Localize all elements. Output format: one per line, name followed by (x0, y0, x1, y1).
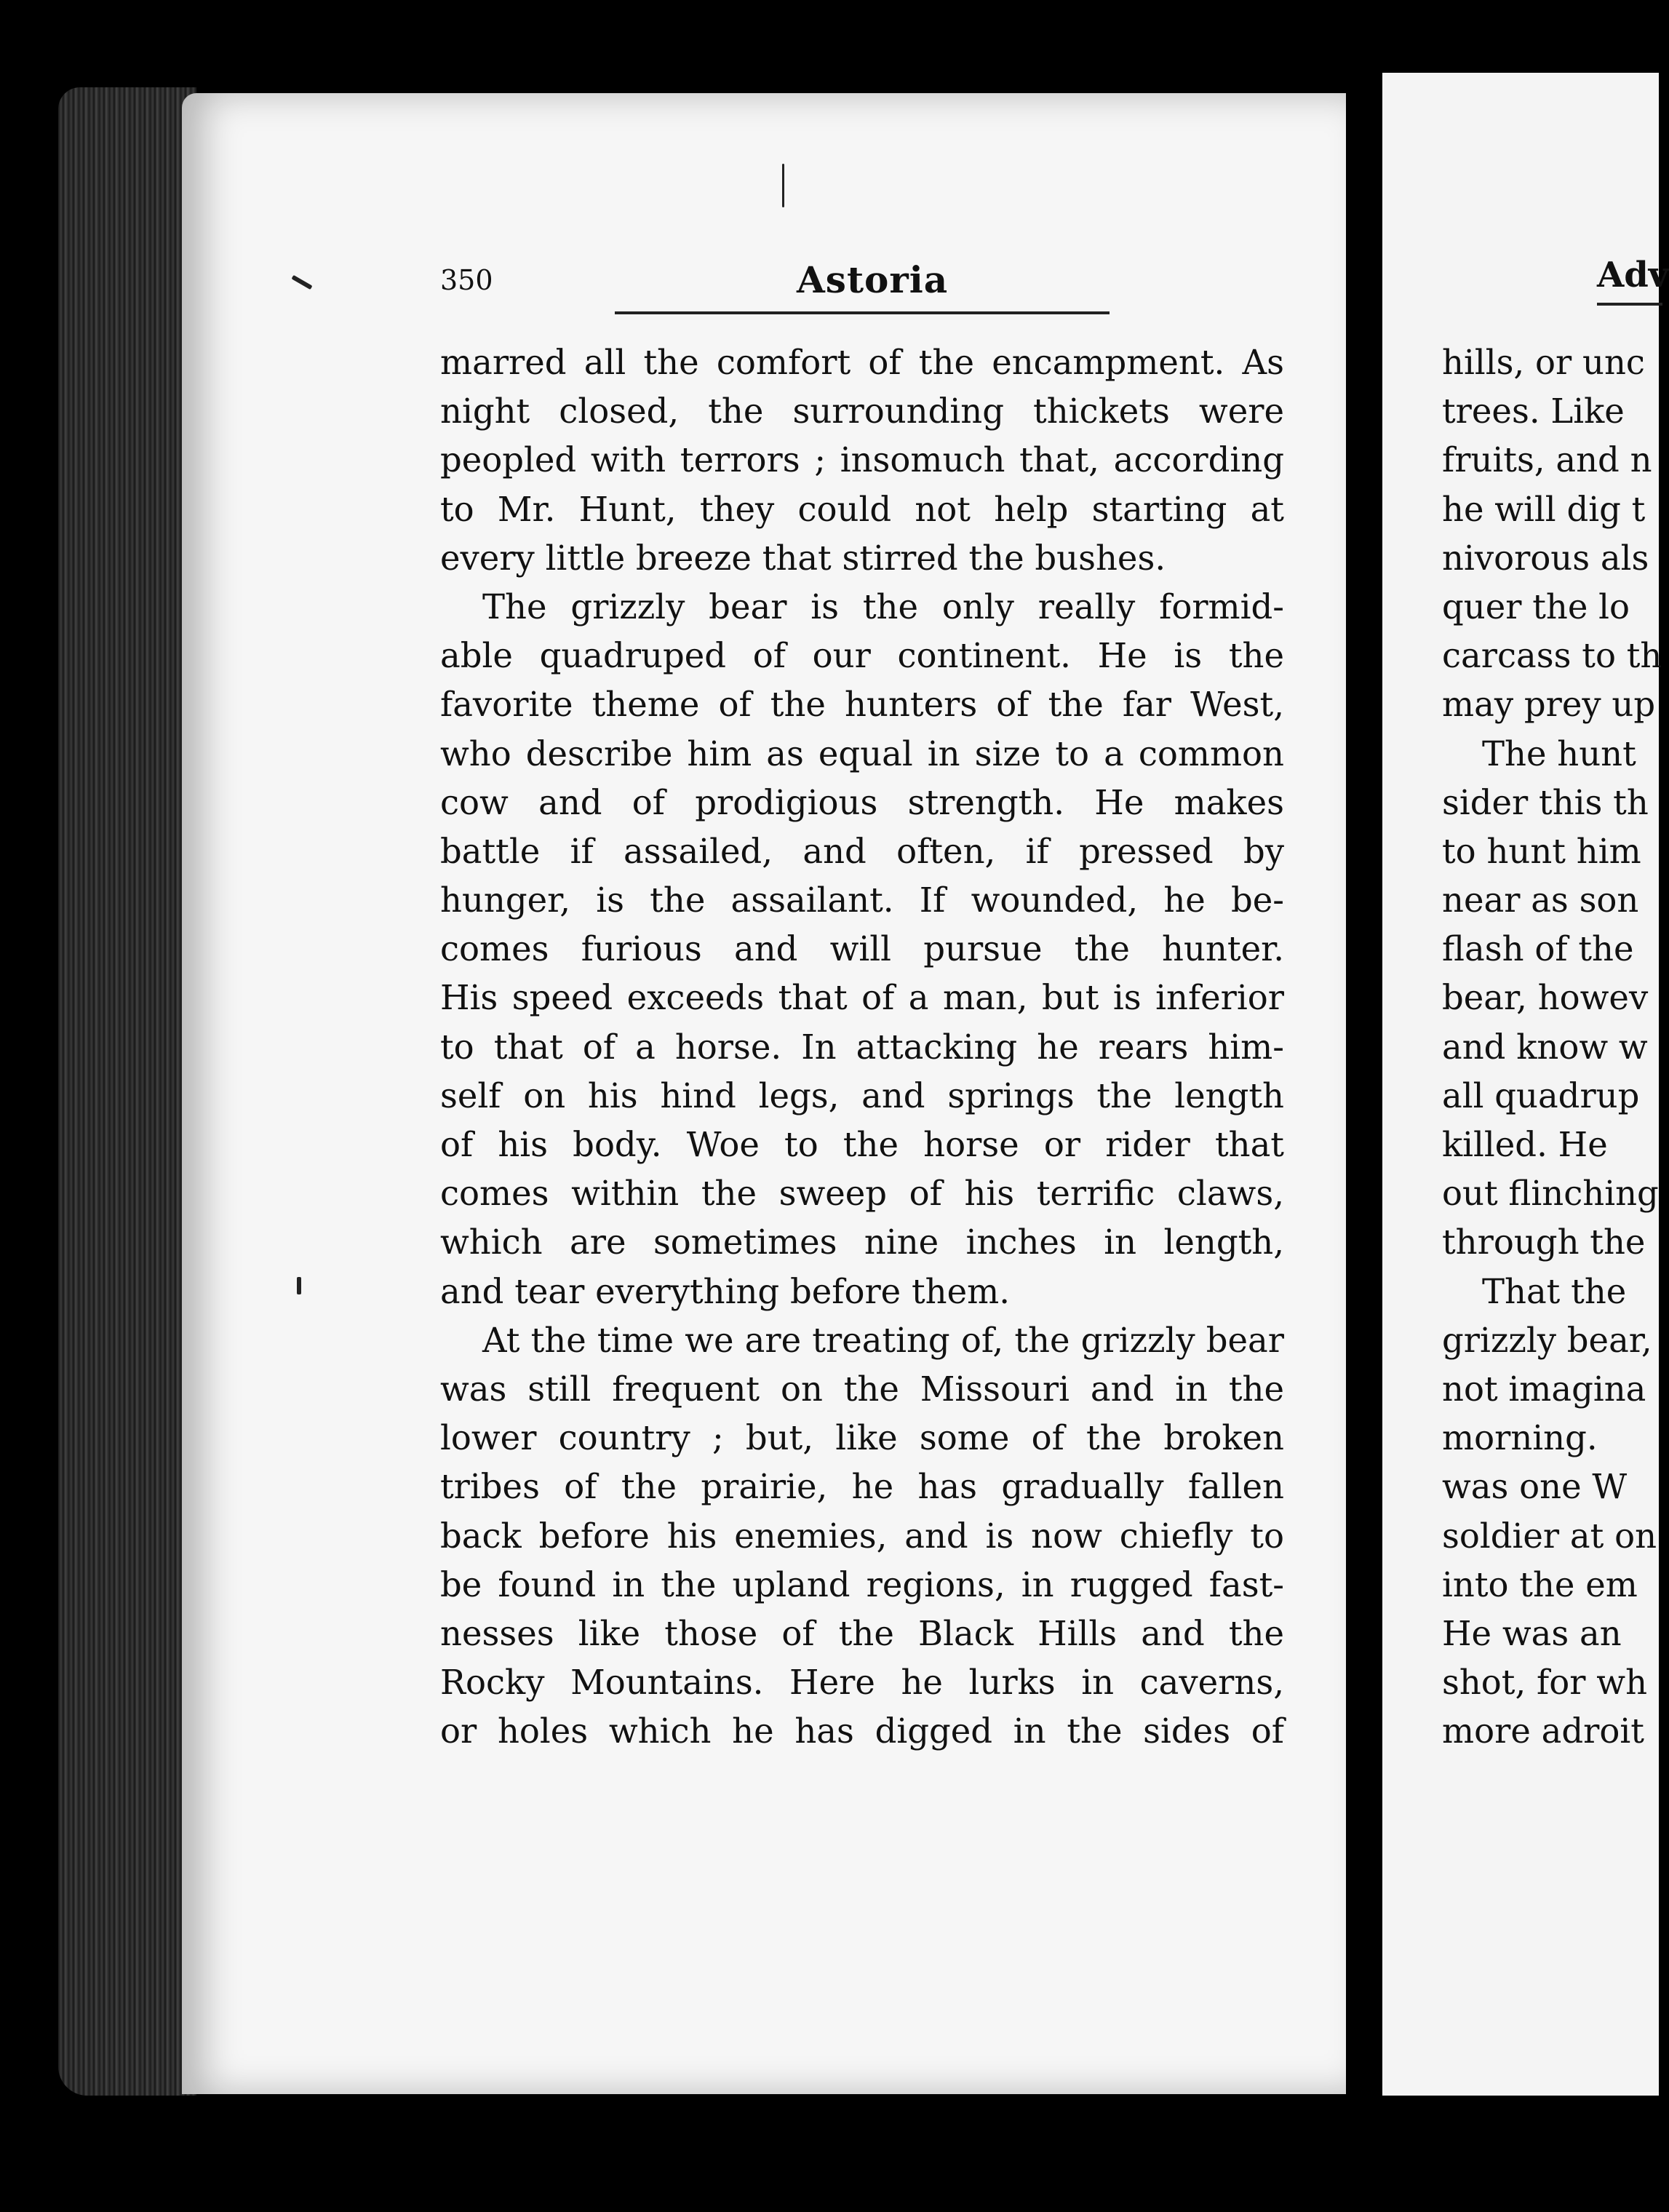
text-line: into the em (1442, 1564, 1638, 1604)
text-line: lower country ; but, like some of the broken (440, 1418, 1284, 1458)
text-line: bear, howev (1442, 978, 1649, 1018)
text-line: The grizzly bear is the only really formid- (482, 586, 1284, 626)
text-line: favorite theme of the hunters of the far West, (440, 685, 1284, 725)
text-line: That the (1482, 1271, 1627, 1311)
text-line: cow and of prodigious strength. He makes (440, 782, 1284, 822)
text-line: fruits, and n (1442, 440, 1652, 480)
right-page-text (1442, 338, 1662, 1756)
text-line: back before his enemies, and is now chiefly to (440, 1516, 1284, 1556)
text-line: night closed, the surrounding thickets were (440, 391, 1284, 431)
paragraph (440, 583, 1284, 1316)
paragraph (440, 1316, 1284, 1757)
header-rule (615, 311, 1110, 314)
text-line: flash of the (1442, 929, 1634, 969)
text-line: to hunt him (1442, 831, 1641, 871)
text-line: through the (1442, 1222, 1646, 1262)
text-line: was one W (1442, 1467, 1628, 1507)
text-line: soldier at on (1442, 1516, 1657, 1556)
text-line: nesses like those of the Black Hills and the (440, 1613, 1284, 1653)
text-line: tribes of the prairie, he has gradually fallen (440, 1467, 1284, 1507)
text-line: which are sometimes nine inches in length, (440, 1222, 1284, 1262)
text-line: His speed exceeds that of a man, but is inferior (440, 978, 1284, 1018)
text-line: sider this th (1442, 782, 1649, 822)
text-line: to Mr. Hunt, they could not help starting at (440, 489, 1284, 529)
text-line: carcass to th (1442, 636, 1662, 676)
text-line: comes furious and will pursue the hunter. (440, 929, 1284, 969)
text-line: more adroit (1442, 1711, 1644, 1751)
text-line: killed. He (1442, 1125, 1608, 1164)
text-line: morning. (1442, 1418, 1598, 1458)
text-line: of his body. Woe to the horse or rider that (440, 1125, 1284, 1164)
text-line: out flinching (1442, 1174, 1659, 1214)
text-line: who describe him as equal in size to a common (440, 733, 1284, 773)
scan-speck (297, 1277, 301, 1294)
text-line: able quadruped of our continent. He is the (440, 636, 1284, 676)
text-line: self on his hind legs, and springs the length (440, 1075, 1284, 1115)
text-line: Rocky Mountains. Here he lurks in caverns, (440, 1663, 1284, 1703)
text-line: hills, or unc (1442, 343, 1645, 382)
left-running-head (440, 258, 1117, 309)
text-line: he will dig t (1442, 489, 1646, 529)
page-number: 350 (440, 264, 493, 296)
text-line: quer the lo (1442, 586, 1630, 626)
text-line: marred all the comfort of the encampment. As (440, 343, 1284, 382)
text-line: He was an (1442, 1613, 1622, 1653)
text-line: to that of a horse. In attacking he rears him- (440, 1027, 1284, 1067)
text-line: be found in the upland regions, in rugged fast- (440, 1564, 1284, 1604)
text-line: The hunt (1482, 733, 1636, 773)
text-line: At the time we are treating of, the grizzly bear (482, 1320, 1284, 1360)
text-line: and know w (1442, 1027, 1648, 1067)
text-line: nivorous als (1442, 538, 1649, 578)
text-line: every little breeze that stirred the bushes. (440, 538, 1166, 578)
text-line: shot, for wh (1442, 1663, 1648, 1703)
text-line: grizzly bear, (1442, 1320, 1652, 1360)
text-line: and tear everything before them. (440, 1271, 1011, 1311)
text-line: was still frequent on the Missouri and in the (440, 1369, 1284, 1409)
text-line: not imagina (1442, 1369, 1646, 1409)
text-line: hunger, is the assailant. If wounded, he be- (440, 880, 1284, 920)
scan-speck (782, 164, 784, 207)
page-block-edges (58, 87, 196, 2096)
text-line: or holes which he has digged in the sides of (440, 1711, 1284, 1751)
text-line: near as son (1442, 880, 1639, 920)
running-title: Astoria (797, 258, 949, 301)
book-gutter (1346, 73, 1382, 2139)
text-line: trees. Like (1442, 391, 1625, 431)
paragraph (440, 338, 1284, 583)
left-page-text (440, 338, 1284, 1756)
text-line: may prey up (1442, 685, 1656, 725)
text-line: peopled with terrors ; insomuch that, according (440, 440, 1284, 480)
text-line: battle if assailed, and often, if pressed by (440, 831, 1284, 871)
text-line: all quadrup (1442, 1075, 1640, 1115)
right-running-title: Adv (1597, 255, 1669, 295)
text-line: comes within the sweep of his terrific claws, (440, 1174, 1284, 1214)
right-header-rule (1597, 303, 1662, 306)
